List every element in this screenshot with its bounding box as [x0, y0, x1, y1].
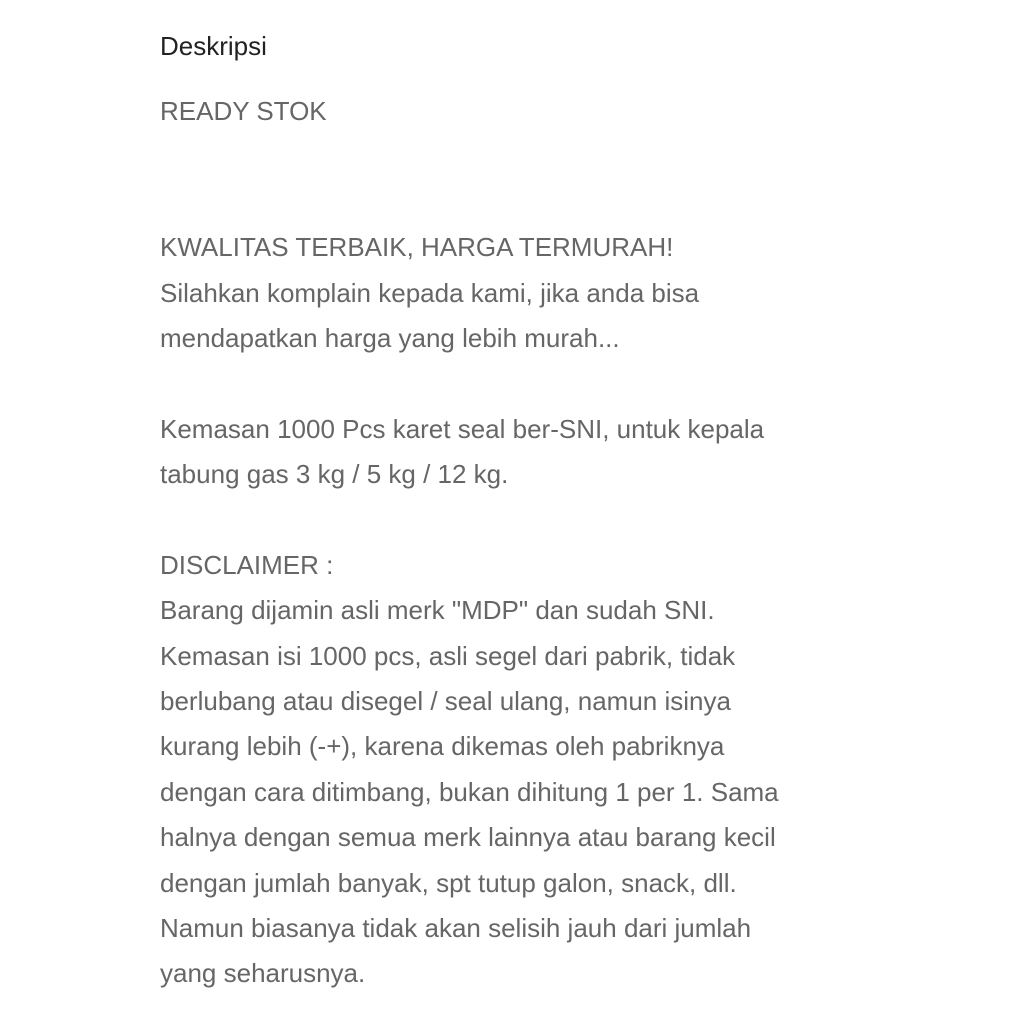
description-line: Namun biasanya tidak akan selisih jauh dari jumlah	[160, 913, 752, 944]
description-text	[160, 89, 779, 997]
description-line: Kemasan isi 1000 pcs, asli segel dari pabrik, tidak	[160, 640, 736, 671]
description-line	[160, 361, 779, 406]
description-line: kurang lebih (-+), karena dikemas oleh pabriknya	[160, 731, 725, 762]
description-line: Kemasan 1000 Pcs karet seal ber-SNI, untuk kepala	[160, 413, 765, 444]
description-line: DISCLAIMER :	[160, 549, 334, 580]
description-line	[160, 498, 779, 543]
description-line: Silahkan komplain kepada kami, jika anda bisa	[160, 277, 700, 308]
description-line: dengan cara ditimbang, bukan dihitung 1 per 1. Sama	[160, 776, 779, 807]
description-line: KWALITAS TERBAIK, HARGA TERMURAH!	[160, 232, 674, 263]
description-line: berlubang atau disegel / seal ulang, namun isinya	[160, 686, 731, 717]
description-line: READY STOK	[160, 96, 327, 126]
section-title: Deskripsi	[160, 31, 267, 61]
description-line: mendapatkan harga yang lebih murah...	[160, 322, 620, 353]
description-line: Barang dijamin asli merk "MDP" dan sudah SNI.	[160, 595, 715, 626]
description-line	[160, 180, 779, 225]
description-line	[160, 134, 779, 179]
description-line: dengan jumlah banyak, spt tutup galon, snack, dll.	[160, 867, 737, 898]
description-line: yang seharusnya.	[160, 958, 366, 989]
description-line: tabung gas 3 kg / 5 kg / 12 kg.	[160, 459, 509, 490]
description-line: halnya dengan semua merk lainnya atau barang kecil	[160, 822, 776, 853]
